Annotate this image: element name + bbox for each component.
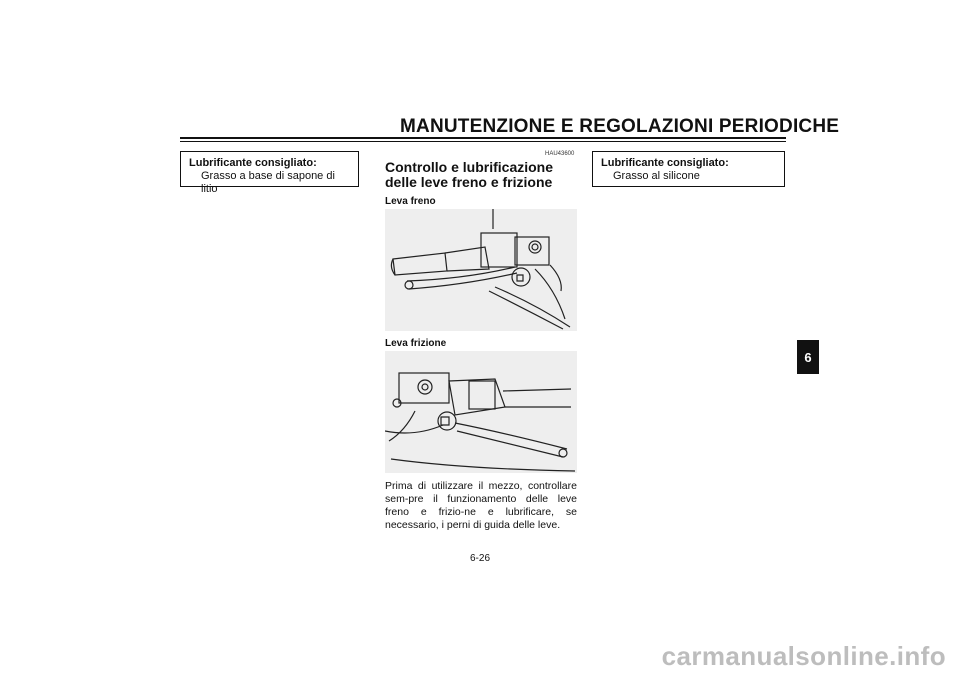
watermark: carmanualsonline.info	[661, 641, 946, 671]
section-code: HAU43600	[545, 151, 575, 157]
clutch-lever-illustration	[385, 351, 577, 473]
subheading-brake-lever: Leva freno	[385, 196, 436, 207]
section-title: Controllo e lubrificazione delle leve freno e frizione	[385, 159, 554, 190]
lubricant-label-left: Lubrificante consigliato:	[189, 157, 317, 169]
lubricant-value-right: Grasso al silicone	[613, 170, 700, 182]
chapter-tab[interactable]: 6	[797, 340, 819, 374]
page-number: 6-26	[469, 553, 490, 564]
lubricant-label-right: Lubrificante consigliato:	[601, 157, 729, 169]
lubricant-box-right	[592, 151, 785, 187]
subheading-clutch-lever: Leva frizione	[385, 338, 447, 349]
header-rule-thin	[180, 141, 786, 142]
instructions-paragraph: Prima di utilizzare il mezzo, controllare sem-pre il funzionamento delle leve freno e frizio-ne e lubrificare, se necessario, i perni di guida delle leve.	[385, 480, 577, 531]
page-header-title: MANUTENZIONE E REGOLAZIONI PERIODICHE	[400, 116, 840, 137]
lubricant-value-left: Grasso a base di sapone di litio	[201, 170, 335, 195]
brake-lever-illustration	[385, 209, 577, 331]
brake-lever-drawing	[385, 209, 577, 331]
clutch-lever-drawing	[385, 351, 577, 473]
lubricant-box-left	[180, 151, 359, 195]
header-rule	[180, 137, 786, 139]
